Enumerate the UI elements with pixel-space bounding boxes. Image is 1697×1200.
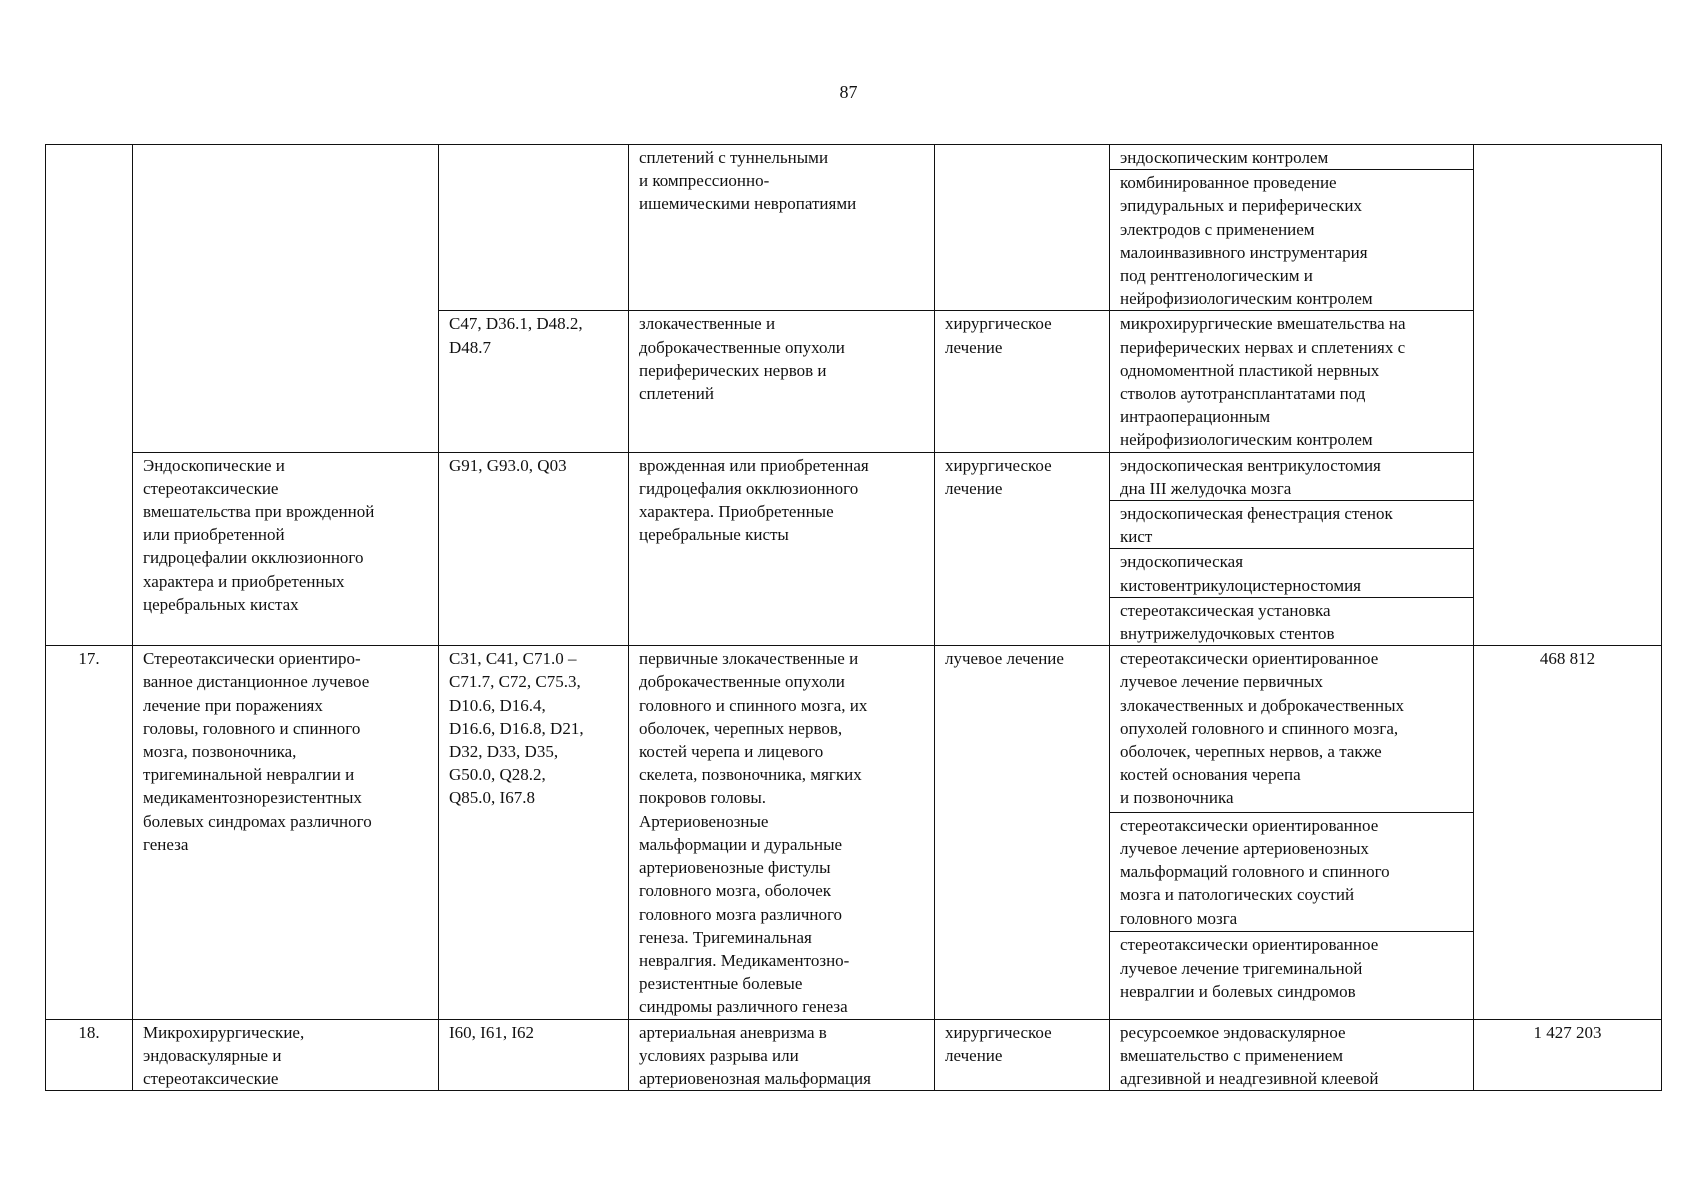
code-cell: G91, G93.0, Q03 bbox=[439, 452, 629, 646]
name-cell: Эндоскопические и стереотаксические вмешательства при врожденной или приобретенной гидроцефалии окклюзионного характера и приобретенных церебральных кистах bbox=[133, 452, 439, 646]
page-number: 87 bbox=[839, 82, 858, 102]
table-row bbox=[46, 1019, 1662, 1091]
kind-cell bbox=[935, 145, 1110, 311]
method-cell: эндоскопическая кистовентрикулоцистерностомия bbox=[1110, 549, 1474, 597]
cost-cell: 1 427 203 bbox=[1474, 1019, 1662, 1091]
kind-cell: лучевое лечение bbox=[935, 646, 1110, 1019]
method-cell: ресурсоемкое эндоваскулярное вмешательство с применением адгезивной и неадгезивной клеевой bbox=[1110, 1019, 1474, 1091]
name-cell: Микрохирургические, эндоваскулярные и стереотаксические bbox=[133, 1019, 439, 1091]
kind-cell: хирургическое лечение bbox=[935, 1019, 1110, 1091]
method-cell: эндоскопическим контролем bbox=[1110, 145, 1474, 170]
cost-cell bbox=[1474, 145, 1662, 646]
row-number-cell: 17. bbox=[46, 646, 133, 1019]
method-cell: микрохирургические вмешательства на периферических нервах и сплетениях с одномоментной пластикой нервных стволов аутотрансплантатами под интраоперационным нейрофизиологическим контролем bbox=[1110, 311, 1474, 452]
method-cell: стереотаксически ориентированное лучевое лечение тригеминальной невралгии и болевых синдромов bbox=[1110, 932, 1474, 1019]
kind-cell: хирургическое лечение bbox=[935, 452, 1110, 646]
method-cell: эндоскопическая вентрикулостомия дна III желудочка мозга bbox=[1110, 452, 1474, 500]
method-cell: комбинированное проведение эпидуральных и периферических электродов с применением малоинвазивного инструментария под рентгенологическим и нейрофизиологическим контролем bbox=[1110, 170, 1474, 311]
method-cell: стереотаксически ориентированное лучевое лечение артериовенозных мальформаций головного и спинного мозга и патологических соустий головного мозга bbox=[1110, 812, 1474, 932]
model-cell: артериальная аневризма в условиях разрыва или артериовенозная мальформация bbox=[629, 1019, 935, 1091]
table-row bbox=[46, 145, 1662, 170]
table-row bbox=[46, 452, 1662, 500]
method-cell: стереотаксически ориентированное лучевое лечение первичных злокачественных и доброкачественных опухолей головного и спинного мозга, оболочек, черепных нервов, а также костей основания черепа и позвоночника bbox=[1110, 646, 1474, 813]
model-cell: злокачественные и доброкачественные опухоли периферических нервов и сплетений bbox=[629, 311, 935, 452]
code-cell: I60, I61, I62 bbox=[439, 1019, 629, 1091]
code-cell bbox=[439, 145, 629, 311]
method-cell: эндоскопическая фенестрация стенок кист bbox=[1110, 501, 1474, 549]
treatment-table bbox=[45, 144, 1662, 1091]
table-row bbox=[46, 646, 1662, 813]
model-cell: врожденная или приобретенная гидроцефалия окклюзионного характера. Приобретенные церебральные кисты bbox=[629, 452, 935, 646]
name-cell: Стереотаксически ориентиро- ванное дистанционное лучевое лечение при поражениях головы, головного и спинного мозга, позвоночника, тригеминальной невралгии и медикаментознорезистентных болевых синдромах различного генеза bbox=[133, 646, 439, 1019]
cost-cell: 468 812 bbox=[1474, 646, 1662, 1019]
name-cell bbox=[133, 145, 439, 453]
model-cell: сплетений с туннельными и компрессионно- ишемическими невропатиями bbox=[629, 145, 935, 311]
kind-cell: хирургическое лечение bbox=[935, 311, 1110, 452]
code-cell: C31, C41, C71.0 – C71.7, C72, C75.3, D10.6, D16.4, D16.6, D16.8, D21, D32, D33, D35, G50.0, Q28.2, Q85.0, I67.8 bbox=[439, 646, 629, 1019]
row-number-cell: 18. bbox=[46, 1019, 133, 1091]
code-cell: C47, D36.1, D48.2, D48.7 bbox=[439, 311, 629, 452]
row-number-cell bbox=[46, 145, 133, 646]
model-cell: первичные злокачественные и доброкачественные опухоли головного и спинного мозга, их оболочек, черепных нервов, костей черепа и лицевого скелета, позвоночника, мягких покровов головы. Артериовенозные мальформации и дуральные артериовенозные фистулы головного мозга, оболочек головного мозга различного генеза. Тригеминальная невралгия. Медикаментозно- резистентные болевые синдромы различного генеза bbox=[629, 646, 935, 1019]
method-cell: стереотаксическая установка внутрижелудочковых стентов bbox=[1110, 597, 1474, 645]
